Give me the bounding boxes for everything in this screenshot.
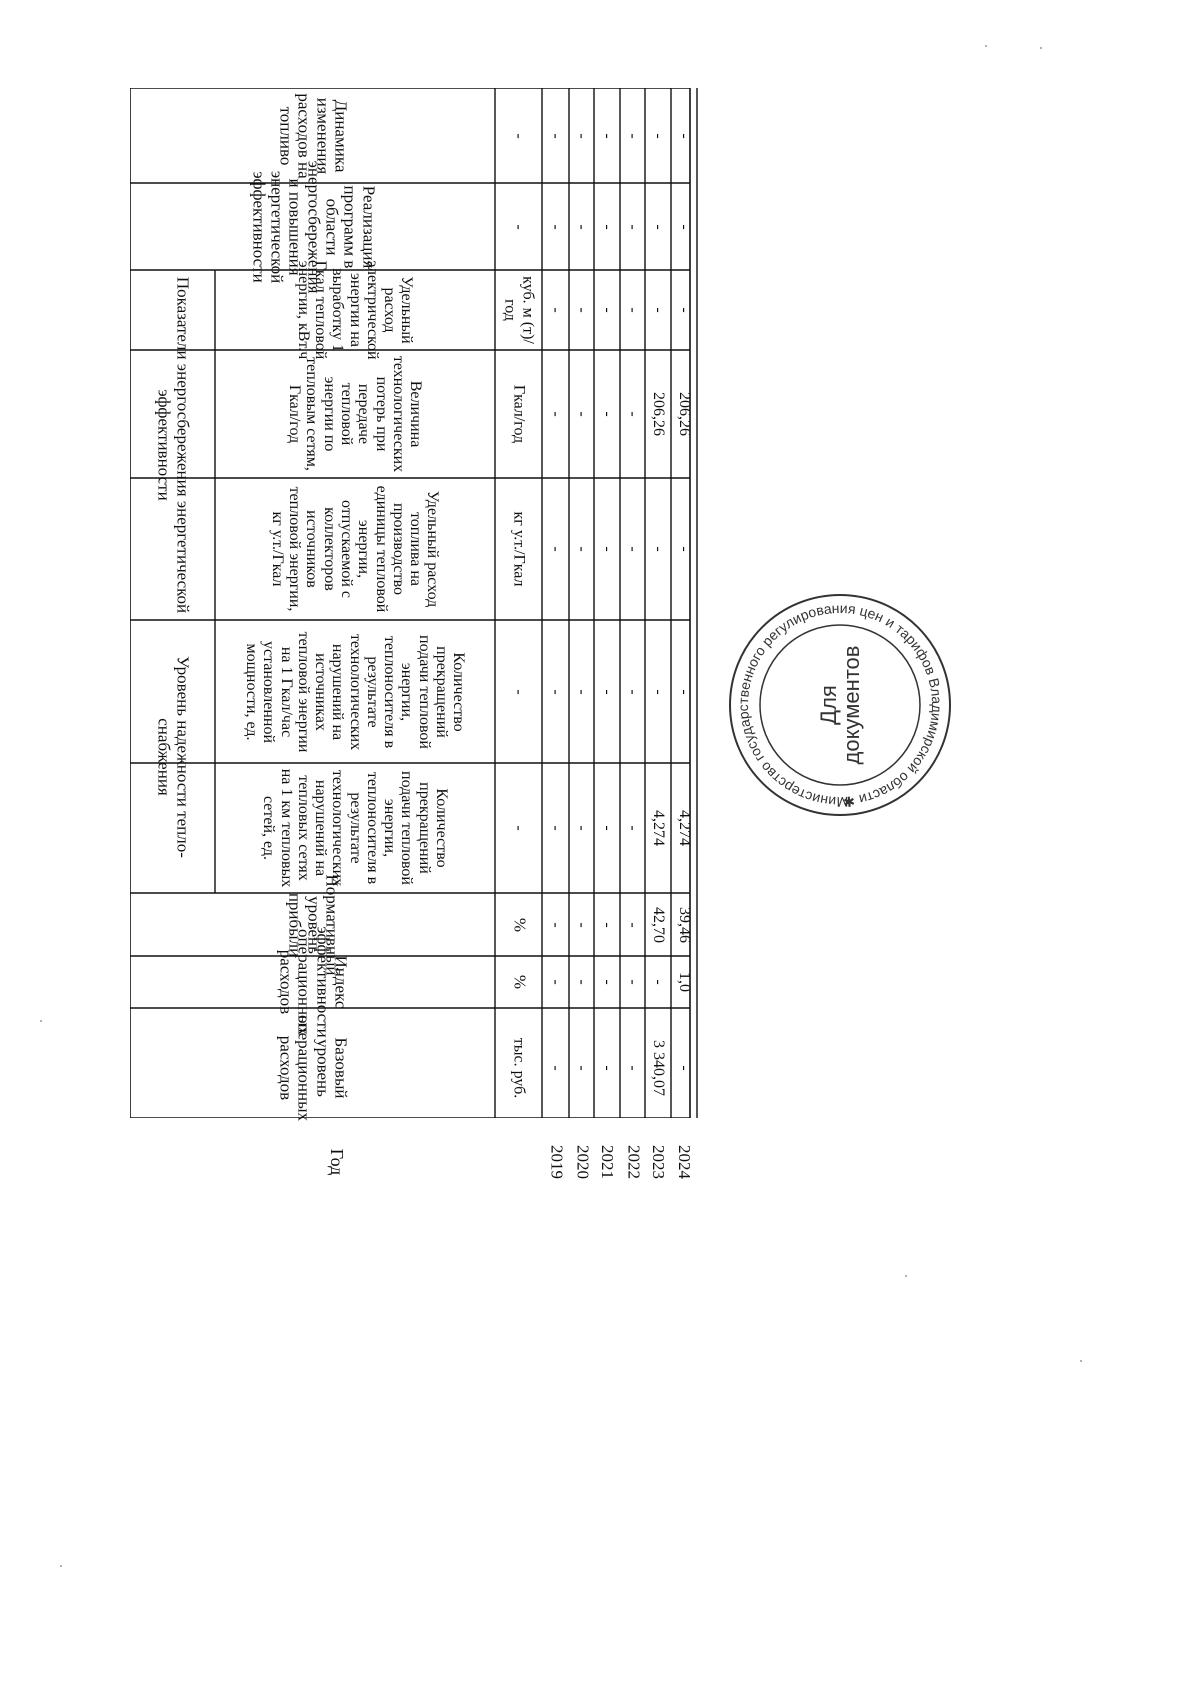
- stamp-ring-text: Министерство государственного регулирования цен и тарифов Владимирской области ✱: [734, 599, 946, 811]
- header-profit-level: Нормативный уровень прибыли: [285, 874, 342, 975]
- table-cell-base-opex: -: [598, 1065, 616, 1071]
- table-cell-elec: -: [675, 307, 693, 313]
- table-cell-rel-src: -: [649, 688, 667, 695]
- year-cell: 2023: [649, 1145, 669, 1179]
- scan-speck: [985, 45, 987, 47]
- table-cell-losses: -: [598, 411, 616, 417]
- table-cell-fuel-rate: -: [547, 546, 565, 552]
- header-reliability-source: Количество прекращений подачи тепловой энергии, теплоносителя в результате технологических нарушений на источниках тепловой энергии на 1 Гкал/час установленной мощности, ед.: [243, 631, 468, 752]
- unit-fuel-rate: кг у.т./Гкал: [510, 511, 528, 587]
- table-cell-losses: -: [573, 411, 591, 417]
- unit-opex-index: %: [509, 974, 529, 990]
- unit-electricity-rate: куб. м (т)/год: [501, 276, 536, 344]
- unit-base-opex: тыс. руб.: [510, 1037, 528, 1099]
- header-opex-index: Индекс эффективности операционных расходов: [276, 926, 351, 1038]
- unit-reliability-source: -: [510, 688, 528, 695]
- table-cell-programs: -: [547, 223, 565, 230]
- table-cell-rel-net: -: [598, 825, 616, 831]
- unit-reliability-network: -: [510, 825, 528, 831]
- table-cell-fuel-rate: -: [649, 546, 667, 552]
- table-cell-base-opex: 3 340,07: [649, 1040, 667, 1096]
- table-cell-fuel-dyn: -: [649, 132, 667, 139]
- header-fuel-dynamics: Динамика изменения расходов на топливо: [276, 92, 351, 179]
- table-cell-programs: -: [598, 223, 616, 230]
- table-cell-fuel-dyn: -: [547, 132, 565, 139]
- official-stamp: [725, 590, 955, 820]
- table-cell-fuel-dyn: -: [624, 132, 642, 139]
- table-cell-fuel-rate: -: [675, 546, 693, 552]
- table-cell-rel-net: 4,274: [649, 810, 667, 846]
- stamp-center: [725, 590, 955, 820]
- table-cell-rel-src: -: [573, 688, 591, 695]
- year-cell: 2024: [675, 1145, 695, 1179]
- table-cell-profit-level: 42,70: [649, 906, 667, 943]
- year-cell: 2021: [598, 1145, 618, 1179]
- year-cell: 2019: [546, 1145, 566, 1179]
- table-cell-base-opex: -: [675, 1065, 693, 1071]
- table-cell-base-opex: -: [547, 1065, 565, 1071]
- unit-fuel-dynamics: -: [510, 132, 528, 139]
- table-cell-fuel-dyn: -: [675, 132, 693, 139]
- table-cell-base-opex: -: [624, 1065, 642, 1071]
- table-cell-programs: -: [649, 223, 667, 230]
- table-cell-opex-index: 1,0: [675, 972, 693, 992]
- table-cell-rel-net: -: [547, 825, 565, 831]
- table-cell-rel-src: -: [624, 688, 642, 695]
- header-reliability-group: Уровень надежности тепло-снабжения: [154, 655, 192, 858]
- table-cell-profit-level: -: [547, 921, 565, 928]
- header-year: Год: [326, 1148, 347, 1176]
- table-cell-profit-level: 39,46: [675, 906, 693, 943]
- scan-speck: [1040, 47, 1042, 49]
- table-cell-fuel-dyn: -: [573, 132, 591, 139]
- table-cell-opex-index: -: [598, 979, 616, 985]
- table-cell-elec: -: [573, 307, 591, 313]
- table-cell-fuel-rate: -: [598, 546, 616, 552]
- regulation-table-container: [130, 88, 710, 1179]
- table-cell-rel-src: -: [598, 688, 616, 695]
- table-cell-elec: -: [598, 307, 616, 313]
- header-base-opex: Базовый уровень операционных расходов: [276, 1014, 351, 1121]
- header-fuel-rate: Удельный расход топлива на производство единицы тепловой энергии, отпускаемой с коллекторов источников тепловой энергии, кг у.т./Гкал: [268, 485, 442, 613]
- table-cell-opex-index: -: [649, 979, 667, 985]
- stamp-center-line2: документов: [839, 645, 864, 765]
- scan-speck: [905, 1275, 907, 1277]
- table-cell-fuel-dyn: -: [598, 132, 616, 139]
- table-cell-rel-net: -: [624, 825, 642, 831]
- table-cell-losses: -: [547, 411, 565, 417]
- table-cell-losses: -: [624, 411, 642, 417]
- table-cell-losses: 206,26: [675, 392, 693, 436]
- table-cell-base-opex: -: [573, 1065, 591, 1071]
- table-cell-profit-level: -: [624, 921, 642, 928]
- table-cell-rel-net: -: [573, 825, 591, 831]
- header-losses: Величина технологических потерь при передаче тепловой энергии по тепловым сетям, Гкал/год: [286, 355, 425, 473]
- header-electricity-rate: Удельный расход электрической энергии на выработку 1 Гкал тепловой энергии, кВт.ч: [294, 260, 416, 360]
- header-efficiency-group: Показатели энергосбережения энергетической эффективности: [154, 276, 192, 614]
- table-cell-losses: 206,26: [649, 392, 667, 436]
- table-cell-programs: -: [675, 223, 693, 230]
- table-cell-opex-index: -: [624, 979, 642, 985]
- stamp-center-line1: Для: [815, 685, 841, 725]
- year-cell: 2022: [623, 1145, 643, 1179]
- table-cell-opex-index: -: [547, 979, 565, 985]
- scan-speck: [1080, 1360, 1082, 1362]
- table-cell-elec: -: [624, 307, 642, 313]
- table-cell-fuel-rate: -: [624, 546, 642, 552]
- table-cell-elec: -: [547, 307, 565, 313]
- unit-losses: Гкал/год: [510, 384, 528, 444]
- unit-profit-level: %: [509, 917, 529, 932]
- unit-programs: -: [510, 223, 528, 230]
- table-cell-fuel-rate: -: [573, 546, 591, 552]
- table-cell-opex-index: -: [573, 979, 591, 985]
- header-programs: Реализация программ в области энергосбережения и повышения энергетической эффективности: [248, 160, 378, 293]
- table-cell-programs: -: [624, 223, 642, 230]
- year-cell: 2020: [572, 1145, 592, 1179]
- table-cell-profit-level: -: [573, 921, 591, 928]
- table-cell-programs: -: [573, 223, 591, 230]
- table-cell-profit-level: -: [598, 921, 616, 928]
- scan-speck: [60, 1565, 62, 1567]
- table-cell-rel-net: 4,274: [675, 810, 693, 846]
- header-reliability-network: Количество прекращений подачи тепловой энергии, теплоносителя в результате технологических нарушений на тепловых сетях на 1 км тепловых сетей, ед.: [260, 768, 450, 888]
- table-cell-elec: -: [649, 307, 667, 313]
- scan-speck: [40, 1020, 42, 1022]
- table-cell-rel-src: -: [675, 688, 693, 695]
- table-cell-rel-src: -: [547, 688, 565, 695]
